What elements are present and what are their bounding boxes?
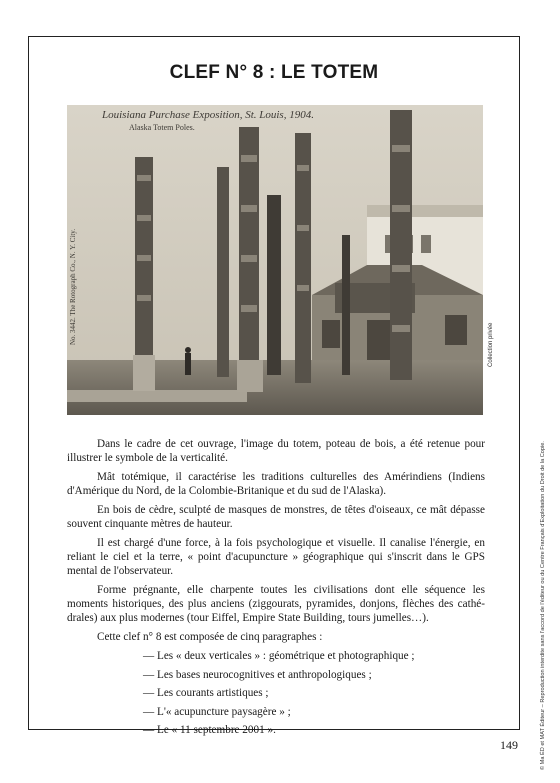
page-frame (28, 36, 520, 736)
list-item: — Le « 11 septembre 2001 ». (143, 724, 276, 736)
paragraph: Mât totémique, il caractérise les traditions culturelles des Amérindiens (Indiens d'Amérique du Nord, de la Colombie-Britanique et du sud de l'Alaska). (67, 471, 485, 497)
page-number: 149 (500, 738, 518, 752)
list-item: — Les courants artistiques ; (143, 687, 269, 699)
paragraph: Forme prégnante, elle charpente toutes les civilisations dont elle séquence les moments historiques, des plus anciens (ziggourats, pyramides, donjons, flèches des cathé-drales) aux plus modernes (tour Eiffel, Empire State Building, tours jumelles…). (67, 584, 485, 624)
photo-publisher-note: No. 3442. The Rotograph Co., N. Y. City. (69, 228, 77, 345)
list-item: — Les bases neurocognitives et anthropologiques ; (143, 668, 372, 681)
photo-credit: Collection privée (488, 322, 494, 367)
paragraph: Il est chargé d'une force, à la fois psychologique et visuelle. Il canalise l'énergie, en reliant le ciel et la terre, « point d'acupuncture » géographique qui s'inscrit dans le GPS mental de l'observateur. (67, 537, 485, 577)
page-title: CLEF N° 8 : LE TOTEM (169, 62, 379, 83)
paragraph: En bois de cèdre, sculpté de masques de monstres, de têtes d'oiseaux, ce mât dépasse souvent cinquante mètres de hauteur. (67, 504, 485, 530)
list-item: — L'« acupuncture paysagère » ; (143, 705, 291, 718)
copyright-side-note: © Ma ÉD et MAT Éditeur – Reproduction interdite sans l'accord de l'éditeur ou du Centre Français d'Exploitation du Droit de la Copie. (540, 441, 546, 770)
totem-photo-illustration (67, 105, 483, 415)
paragraph: Dans le cadre de cet ouvrage, l'image du totem, poteau de bois, a été retenue pour illustrer le symbole de la verticalité. (67, 438, 485, 464)
photo-caption-title: Louisiana Purchase Exposition, St. Louis, 1904. (102, 109, 314, 121)
photo-caption-subtitle: Alaska Totem Poles. (129, 123, 195, 132)
paragraph-list (67, 649, 485, 737)
paragraph: Cette clef n° 8 est composée de cinq paragraphes : (97, 631, 323, 643)
list-item: — Les « deux verticales » : géométrique et photographique ; (143, 650, 415, 662)
totem-photo (67, 105, 483, 415)
body-text (67, 437, 485, 742)
